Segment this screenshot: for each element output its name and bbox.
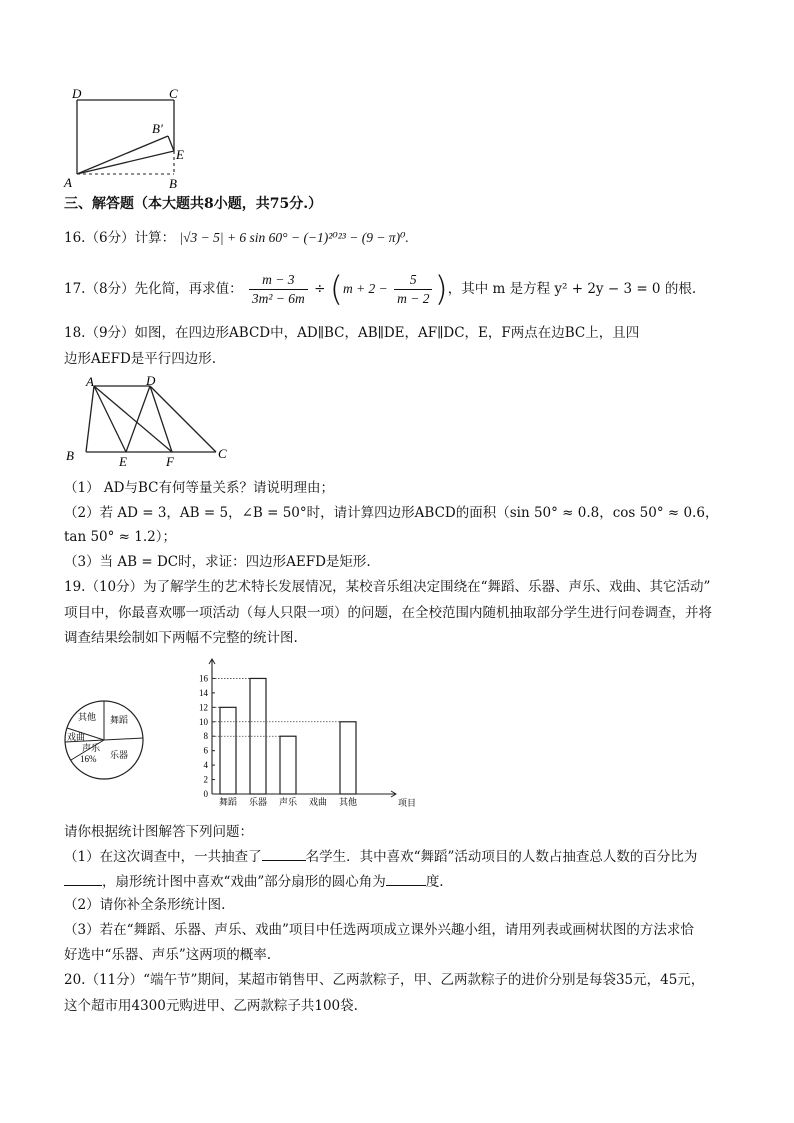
fold-figure [62,84,192,190]
q16-number: 16. [64,230,86,246]
q18-part1: （1） AD与BC有何等量关系？请说明理由； [64,480,334,496]
x-tick-label: 声乐 [278,797,298,807]
q19-prompt: 请你根据统计图解答下列问题： [64,824,253,840]
y-tick-label: 2 [203,774,208,785]
q20-line1: 20.（11分）“端午节”期间，某超市销售甲、乙两款粽子，甲、乙两款粽子的进价分别是每袋35元，45元， [64,972,705,988]
question-16 [64,228,409,248]
x-tick-label: 乐器 [248,797,268,807]
label-B: B [66,448,74,463]
q18-line2: 边形AEFD是平行四边形. [64,351,217,367]
bar-声乐 [280,736,296,794]
y-tick-label: 14 [199,687,208,698]
q19-part3b: 好选中“乐器、声乐”这两项的概率. [64,947,272,963]
q18-line1: 18.（9分）如图，在四边形ABCD中，AD∥BC，AB∥DE，AF∥DC，E，F两点在边BC上，且四 [64,325,640,341]
section-title: 三、解答题（本大题共8小题，共75分.） [64,196,323,212]
q19-part1b: ，扇形统计图中喜欢“戏曲”部分扇形的圆心角为 度. [64,871,444,892]
y-tick-label: 0 [203,789,208,799]
label-C: C [218,446,227,461]
x-tick-label: 舞蹈 [218,797,238,807]
label-B: B [169,176,177,190]
q19-part3a: （3）若在“舞蹈、乐器、声乐、戏曲”项目中任选两项成立课外兴趣小组，请用列表或画树状图的方法求恰 [64,922,694,938]
y-tick-label: 8 [203,731,208,742]
pie-label-other: 其他 [78,712,97,722]
bar-舞蹈 [220,707,236,794]
q18-part2b: tan 50° ≈ 1.2）； [64,529,177,545]
y-tick-label: 6 [203,745,208,756]
q16-expression: |√3 − 5| + 6 sin 60° − (−1)²⁰²³ − (9 − π)⁰. [179,230,409,245]
q17-tail: ，其中 m 是方程 y² + 2y − 3 = 0 的根. [447,281,697,297]
q17-term: m + 2 − [342,281,388,296]
pie-label-vocal: 声乐 [82,743,101,753]
q19-line3: 调查结果绘制如下两幅不完整的统计图. [64,630,298,646]
x-axis-label: 项目 [398,798,417,808]
x-tick-label: 其他 [338,797,358,807]
pie-chart [60,698,152,782]
label-Bprime: B′ [152,121,163,136]
label-F: F [166,454,174,469]
y-tick-label: 10 [199,716,208,727]
q17-fraction-1: $\frac{m - 3}{\text{3m² − 6m}}$ [249,271,308,308]
pie-label-dance: 舞蹈 [110,715,129,725]
q17-fraction-2: $\frac{5}{m - 2}$ [394,271,432,308]
answer-blank-total[interactable] [262,846,306,861]
q16-lead: 计算： [134,230,176,246]
y-tick-label: 16 [199,673,208,684]
q17-number: 17. [64,281,86,297]
q16-score: （6分） [85,230,135,246]
q17-score: （8分） [85,281,135,297]
q19-line2: 项目中，你最喜欢哪一项活动（每人只限一项）的问题，在全校范围内随机抽取部分学生进行问卷调查，并将 [64,605,712,621]
label-D: D [72,86,82,101]
pie-label-instrument: 乐器 [110,750,129,760]
label-E: E [176,147,184,162]
pie-label-opera: 戏曲 [67,732,86,742]
label-E: E [119,454,127,469]
q18-part2a: （2）若 AD = 3，AB = 5，∠B = 50°时，请计算四边形ABCD的面积（sin 50° ≈ 0.8，cos 50° ≈ 0.6， [64,505,719,521]
bar-其他 [340,722,356,794]
label-A: A [64,175,72,190]
bar-chart [190,656,430,812]
q19-line1: 19.（10分）为了解学生的艺术特长发展情况，某校音乐组决定围绕在“舞蹈、乐器、声乐、戏曲、其它活动” [64,579,711,595]
q18-part3: （3）当 AB = DC时，求证：四边形AEFD是矩形. [64,554,371,570]
q17-lead: 先化简，再求值： [134,281,243,297]
label-A: A [86,374,94,389]
q19-part1a: （1）在这次调查中，一共抽查了 名学生．其中喜欢“舞蹈”活动项目的人数占抽查总人数的百分比为 [64,846,697,867]
label-D: D [146,374,156,388]
y-tick-label: 12 [199,702,208,713]
x-tick-label: 戏曲 [308,797,328,807]
question-17: 17.（8分）先化简，再求值： $\frac{m - 3}{\text{3m² − 6m}}$ ÷ (m + 2 − $\frac{5}{m - 2}$ )，其中 m 是方程 y² + 2y − 3 = 0 的根. [64,269,697,310]
label-C: C [169,86,178,101]
q17-divide: ÷ [314,281,326,297]
answer-blank-angle[interactable] [386,871,426,886]
q20-line2: 这个超市用4300元购进甲、乙两款粽子共100袋. [64,998,358,1014]
answer-blank-percent[interactable] [64,871,102,886]
pie-label-vocal-pct: 16% [80,754,97,764]
trapezoid-figure [62,374,242,472]
q19-part2: （2）请你补全条形统计图. [64,897,226,913]
y-tick-label: 4 [203,760,208,771]
